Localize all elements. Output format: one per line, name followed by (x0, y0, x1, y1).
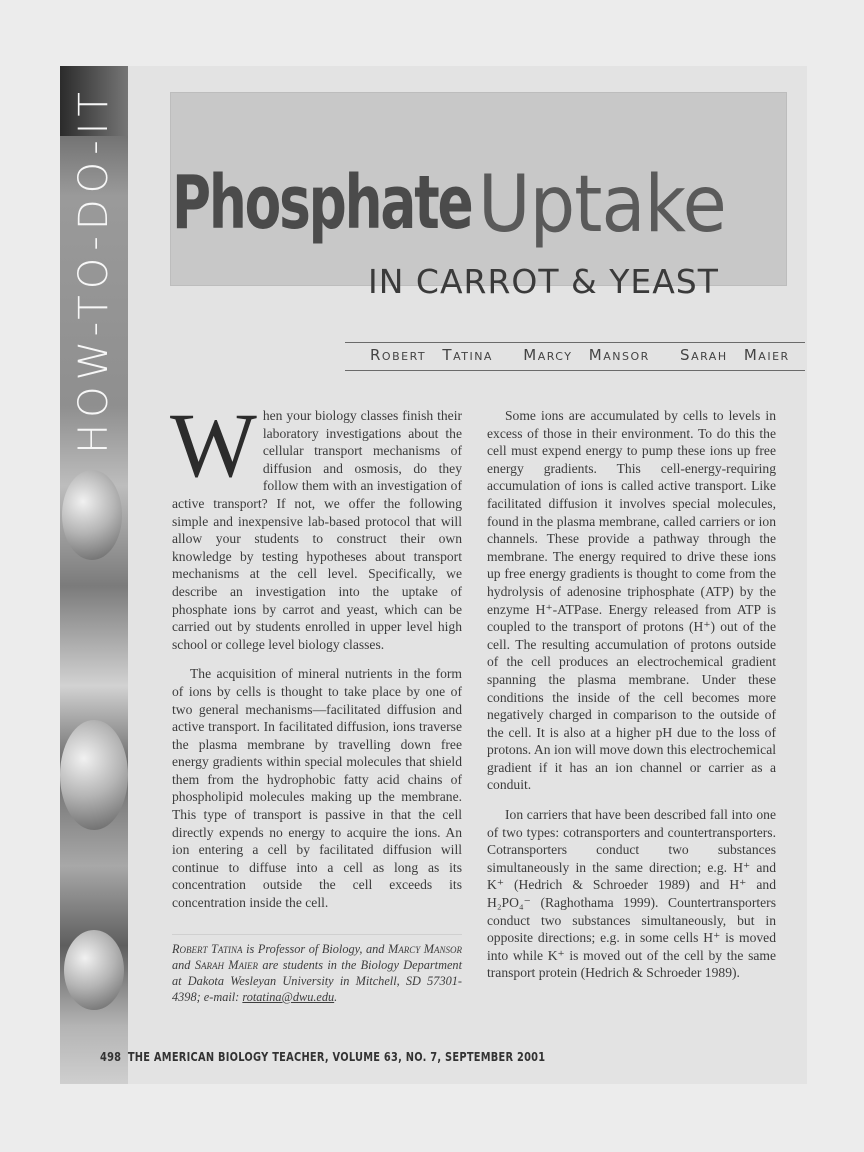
author-rule-top (345, 342, 805, 343)
article-column-left (170, 394, 462, 912)
journal-citation: THE AMERICAN BIOLOGY TEACHER, VOLUME 63, NO. 7, SEPTEMBER 2001 (127, 1050, 546, 1064)
drop-cap: W (170, 394, 257, 496)
paragraph: The acquisition of mineral nutrients in the form of ions by cells is thought to take place by one of two general mechanisms—facilitated diffusion and active transport. In facilitated diffusion, ions traverse the plasma membrane by travelling down free energy gradients within special molecules that shield them from the hydrophobic fatty acid chains of phospholipid molecules making up the membrane. This type of transport is passive in that the cell directly expends no energy to acquire the ions. An ion entering a cell by facilitated diffusion will continue to diffuse into a cell as long as its concentration outside the cell exceeds its concentration inside the cell. (172, 666, 462, 911)
paragraph: When your biology classes finish their laboratory investigations about the cellular transport mechanisms of diffusion and osmosis, do they follow them with an investigation of active transport? If not, we offer the following simple and inexpensive lab-based protocol that will allow your students to construct their own knowledge by testing hypotheses about transport mechanisms at the cell level. Specifically, we describe an investigation into the uptake of phosphate ions by carrot and yeast, which can be carried out by students enrolled in upper level high school or college level biology classes. (170, 394, 462, 652)
photo-blob (62, 470, 122, 560)
series-label: HOW-TO-DO-IT (71, 86, 117, 454)
author-bio: Robert Tatina is Professor of Biology, and Marcy Mansor and Sarah Maier are students in the Biology Department at Dakota Wesleyan University in Mitchell, SD 57301-4398; e-mail: rotatina@dwu.edu. (172, 934, 462, 1005)
email-link[interactable]: rotatina@dwu.edu (242, 990, 335, 1004)
photo-blob (60, 720, 128, 830)
author-name: Sarah Maier (680, 346, 790, 364)
title-subtitle: IN CARROT & YEAST (368, 262, 719, 301)
paragraph: Ion carriers that have been described fall into one of two types: cotransporters and countertransporters. Cotransporters conduct two substances simultaneously in the same direction; e.g. H⁺ and K⁺ (Hedrich & Schroeder 1989) and H⁺ and H₂PO₄⁻ (Raghothama 1999). Countertransporters conduct two substances simultaneously, but in opposite directions; e.g. in some cells H⁺ is moved into while K⁺ is moved out of the cell by the same transport protein (Hedrich & Schroeder 1989). (487, 807, 776, 981)
author-rule-bottom (345, 370, 805, 371)
author-list (370, 346, 810, 364)
photo-blob (64, 930, 124, 1010)
article-column-right (487, 407, 776, 982)
author-name: Robert Tatina (370, 346, 493, 364)
author-name: Marcy Mansor (523, 346, 650, 364)
title-word-phosphate: Phosphate (172, 160, 472, 246)
page-footer (100, 1050, 552, 1064)
page-number: 498 (100, 1050, 122, 1064)
paragraph: Some ions are accumulated by cells to levels in excess of those in their environment. To do this the cell must expend energy to pump these ions up free energy gradients. This cell-energy-requiring accumulation of ions is called active transport. Like facilitated diffusion it involves special molecules, found in the plasma membrane, called carriers or ion channels. These provide a pathway through the membrane. The energy required to drive these ions up free energy gradients is thought to come from the hydrolysis of adenosine triphosphate (ATP) by the enzyme H⁺-ATPase. Energy released from ATP is coupled to the transport of protons (H⁺) out of the cell. The resulting accumulation of protons outside of the cell produces an electrochemical gradient spanning the plasma membrane. Under these conditions the inside of the cell becomes more negatively charged in comparison to the outside of the cell. It is also at a higher pH due to the loss of protons. An ion will move down this electrochemical gradient if it has an ion channel or carrier as a conduit. (487, 408, 776, 793)
title-word-uptake: Uptake (478, 160, 726, 250)
